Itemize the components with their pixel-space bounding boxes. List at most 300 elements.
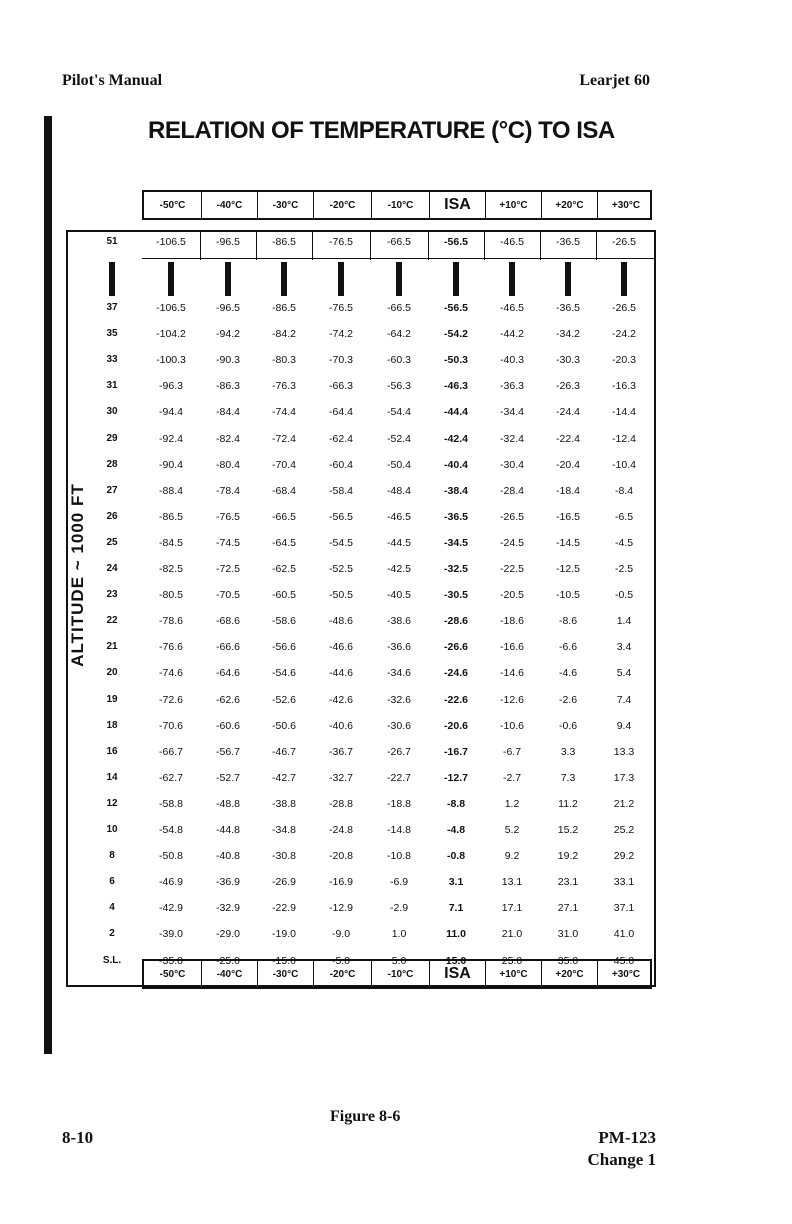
- table-cell: -36.5: [556, 236, 580, 248]
- table-cell: -42.6: [329, 694, 353, 706]
- altitude-label: 21: [106, 641, 118, 652]
- table-cell: -96.5: [216, 302, 240, 314]
- table-cell: -44.8: [216, 824, 240, 836]
- table-cell: -30.3: [556, 354, 580, 366]
- document-id: PM-123: [598, 1128, 656, 1147]
- altitude-label: 19: [106, 694, 118, 705]
- column-header: -20°C: [314, 961, 372, 987]
- table-cell: -16.5: [556, 511, 580, 523]
- table-cell: 7.1: [448, 902, 464, 914]
- table-cell: -26.9: [272, 876, 296, 888]
- table-cell: -26.6: [444, 641, 468, 653]
- table-cell: -66.5: [387, 236, 411, 248]
- table-cell: -64.2: [387, 328, 411, 340]
- table-cell: -20.8: [329, 850, 353, 862]
- altitude-label: 23: [106, 589, 118, 600]
- figure-caption: Figure 8-6: [330, 1108, 401, 1125]
- table-cell: -22.7: [387, 772, 411, 784]
- table-cell: -54.5: [329, 537, 353, 549]
- table-cell: -46.3: [444, 380, 468, 392]
- column-header: -50°C: [144, 961, 202, 987]
- continuation-bar: [396, 262, 402, 296]
- column-header: +20°C: [542, 192, 598, 218]
- altitude-label: 16: [106, 746, 118, 757]
- table-cell: 33.1: [613, 876, 635, 888]
- table-cell: -50.3: [444, 354, 468, 366]
- column-header: -30°C: [258, 192, 314, 218]
- table-cell: -32.9: [216, 902, 240, 914]
- table-cell: -2.6: [558, 694, 578, 706]
- table-cell: 31.0: [557, 928, 579, 940]
- column-header: -10°C: [372, 192, 430, 218]
- table-cell: -86.5: [159, 511, 183, 523]
- table-cell: -68.6: [216, 615, 240, 627]
- altitude-label: 14: [106, 772, 118, 783]
- table-cell: -25.0: [216, 955, 240, 967]
- table-cell: 19.2: [557, 850, 579, 862]
- column-header: -50°C: [144, 192, 202, 218]
- change-bar: [44, 116, 52, 1054]
- altitude-label: 51: [106, 236, 118, 247]
- column-header: +10°C: [486, 961, 542, 987]
- table-cell: -90.3: [216, 354, 240, 366]
- table-cell: -66.6: [216, 641, 240, 653]
- table-cell: -52.4: [387, 433, 411, 445]
- table-cell: 3.1: [448, 876, 464, 888]
- table-cell: -32.7: [329, 772, 353, 784]
- table-cell: -4.8: [446, 824, 466, 836]
- table-cell: 45.0: [613, 955, 635, 967]
- table-cell: -94.2: [216, 328, 240, 340]
- table-cell: 11.0: [446, 928, 466, 940]
- table-cell: -15.0: [272, 955, 296, 967]
- table-cell: -10.5: [556, 589, 580, 601]
- table-cell: -60.3: [387, 354, 411, 366]
- table-cell: -54.6: [272, 667, 296, 679]
- table-cell: -76.3: [272, 380, 296, 392]
- table-cell: -36.5: [556, 302, 580, 314]
- table-cell: 23.1: [557, 876, 579, 888]
- table-cell: -24.2: [612, 328, 636, 340]
- table-cell: -48.4: [387, 485, 411, 497]
- table-cell: -46.6: [329, 641, 353, 653]
- continuation-bar: [621, 262, 627, 296]
- table-cell: -80.3: [272, 354, 296, 366]
- change-number: Change 1: [587, 1150, 656, 1169]
- table-cell: 35.0: [557, 955, 579, 967]
- table-cell: -10.6: [500, 720, 524, 732]
- table-cell: -12.4: [612, 433, 636, 445]
- altitude-label: S.L.: [102, 955, 122, 966]
- table-cell: -44.4: [444, 406, 468, 418]
- table-cell: -26.5: [500, 511, 524, 523]
- altitude-label: 20: [106, 667, 118, 678]
- table-cell: -46.5: [500, 302, 524, 314]
- table-cell: -64.6: [216, 667, 240, 679]
- altitude-label: 24: [106, 563, 118, 574]
- table-cell: -34.4: [500, 406, 524, 418]
- page-title: RELATION OF TEMPERATURE (°C) TO ISA: [148, 117, 615, 144]
- column-header-top: [142, 190, 652, 220]
- table-cell: -6.5: [614, 511, 634, 523]
- column-header: -40°C: [202, 192, 258, 218]
- table-cell: -4.6: [558, 667, 578, 679]
- table-cell: 5.2: [504, 824, 520, 836]
- table-cell: -48.6: [329, 615, 353, 627]
- table-cell: -2.7: [502, 772, 522, 784]
- table-cell: -34.6: [387, 667, 411, 679]
- table-cell: -2.9: [389, 902, 409, 914]
- table-cell: -96.3: [159, 380, 183, 392]
- table-cell: -74.4: [272, 406, 296, 418]
- continuation-bar: [168, 262, 174, 296]
- table-cell: -30.8: [272, 850, 296, 862]
- table-cell: -2.5: [614, 563, 634, 575]
- altitude-label: 35: [106, 328, 118, 339]
- table-cell: -78.4: [216, 485, 240, 497]
- altitude-label: 30: [106, 406, 118, 417]
- table-cell: -39.0: [159, 928, 183, 940]
- table-cell: -72.6: [159, 694, 183, 706]
- table-cell: -70.3: [329, 354, 353, 366]
- table-cell: -76.5: [329, 236, 353, 248]
- table-cell: -56.5: [444, 236, 468, 248]
- table-cell: -46.9: [159, 876, 183, 888]
- table-cell: 37.1: [613, 902, 635, 914]
- table-cell: -18.6: [500, 615, 524, 627]
- table-cell: -22.6: [444, 694, 468, 706]
- table-cell: -58.4: [329, 485, 353, 497]
- table-cell: 3.4: [616, 641, 632, 653]
- table-cell: -8.6: [558, 615, 578, 627]
- table-cell: -42.5: [387, 563, 411, 575]
- table-cell: -62.6: [216, 694, 240, 706]
- table-cell: -40.8: [216, 850, 240, 862]
- table-cell: -100.3: [156, 354, 186, 366]
- table-cell: -66.7: [159, 746, 183, 758]
- column-header: -30°C: [258, 961, 314, 987]
- table-cell: -66.5: [272, 511, 296, 523]
- table-cell: -40.4: [444, 459, 468, 471]
- table-cell: -9.0: [331, 928, 351, 940]
- table-cell: -50.6: [272, 720, 296, 732]
- altitude-label: 10: [106, 824, 118, 835]
- table-cell: -4.5: [614, 537, 634, 549]
- table-cell: -46.5: [500, 236, 524, 248]
- table-cell: -74.5: [216, 537, 240, 549]
- table-cell: -48.8: [216, 798, 240, 810]
- table-cell: -62.5: [272, 563, 296, 575]
- table-cell: -44.5: [387, 537, 411, 549]
- table-cell: 5.4: [616, 667, 632, 679]
- table-cell: -44.2: [500, 328, 524, 340]
- table-cell: 41.0: [613, 928, 635, 940]
- altitude-label: 18: [106, 720, 118, 731]
- table-cell: -46.5: [387, 511, 411, 523]
- table-cell: -60.4: [329, 459, 353, 471]
- table-cell: 21.2: [613, 798, 635, 810]
- table-cell: -68.4: [272, 485, 296, 497]
- table-cell: 1.4: [616, 615, 632, 627]
- table-cell: 25.2: [613, 824, 635, 836]
- table-cell: -56.5: [444, 302, 468, 314]
- table-cell: -22.9: [272, 902, 296, 914]
- table-cell: 27.1: [557, 902, 579, 914]
- table-cell: -62.4: [329, 433, 353, 445]
- table-cell: -26.5: [612, 236, 636, 248]
- table-cell: -104.2: [156, 328, 186, 340]
- table-cell: -72.5: [216, 563, 240, 575]
- table-cell: -10.8: [387, 850, 411, 862]
- table-cell: -74.6: [159, 667, 183, 679]
- table-cell: -42.7: [272, 772, 296, 784]
- table-cell: -40.3: [500, 354, 524, 366]
- table-cell: -90.4: [159, 459, 183, 471]
- table-cell: -36.7: [329, 746, 353, 758]
- table-cell: -96.5: [216, 236, 240, 248]
- table-cell: -10.4: [612, 459, 636, 471]
- table-cell: -52.5: [329, 563, 353, 575]
- altitude-label: 28: [106, 459, 118, 470]
- table-cell: -60.5: [272, 589, 296, 601]
- table-cell: -54.4: [387, 406, 411, 418]
- table-cell: -8.8: [446, 798, 466, 810]
- table-cell: -56.5: [329, 511, 353, 523]
- table-cell: -56.3: [387, 380, 411, 392]
- altitude-label: 27: [106, 485, 118, 496]
- table-cell: -30.4: [500, 459, 524, 471]
- page-number: 8-10: [62, 1128, 94, 1147]
- table-cell: -34.8: [272, 824, 296, 836]
- column-header: -20°C: [314, 192, 372, 218]
- continuation-bar: [281, 262, 287, 296]
- table-cell: -6.9: [389, 876, 409, 888]
- table-cell: -60.6: [216, 720, 240, 732]
- table-cell: -52.7: [216, 772, 240, 784]
- table-cell: -80.4: [216, 459, 240, 471]
- table-cell: -50.5: [329, 589, 353, 601]
- table-cell: -50.4: [387, 459, 411, 471]
- table-cell: 9.4: [616, 720, 632, 732]
- table-cell: -106.5: [156, 236, 186, 248]
- table-cell: -42.4: [444, 433, 468, 445]
- table-cell: -40.5: [387, 589, 411, 601]
- continuation-bar: [338, 262, 344, 296]
- table-cell: -20.5: [500, 589, 524, 601]
- table-cell: -16.9: [329, 876, 353, 888]
- table-cell: -12.6: [500, 694, 524, 706]
- table-cell: -20.6: [444, 720, 468, 732]
- table-cell: -76.5: [216, 511, 240, 523]
- table-cell: 17.1: [501, 902, 523, 914]
- table-cell: -30.5: [444, 589, 468, 601]
- table-cell: -24.8: [329, 824, 353, 836]
- table-cell: -54.8: [159, 824, 183, 836]
- table-cell: -64.5: [272, 537, 296, 549]
- table-cell: -38.8: [272, 798, 296, 810]
- table-cell: -64.4: [329, 406, 353, 418]
- table-cell: -30.6: [387, 720, 411, 732]
- altitude-label: 4: [109, 902, 115, 913]
- table-cell: -32.5: [444, 563, 468, 575]
- table-cell: -84.4: [216, 406, 240, 418]
- table-cell: -20.3: [612, 354, 636, 366]
- table-cell: -86.5: [272, 236, 296, 248]
- table-cell: -36.9: [216, 876, 240, 888]
- table-cell: 1.0: [391, 928, 407, 940]
- table-cell: -46.7: [272, 746, 296, 758]
- table-cell: -38.6: [387, 615, 411, 627]
- table-cell: -70.6: [159, 720, 183, 732]
- table-cell: -18.4: [556, 485, 580, 497]
- table-cell: 13.3: [613, 746, 635, 758]
- table-cell: -0.5: [614, 589, 634, 601]
- table-cell: -5.0: [331, 955, 351, 967]
- table-cell: -32.6: [387, 694, 411, 706]
- running-header-right: Learjet 60: [579, 72, 650, 89]
- table-cell: -14.4: [612, 406, 636, 418]
- table-cell: -62.7: [159, 772, 183, 784]
- table-cell: -44.6: [329, 667, 353, 679]
- altitude-label: 26: [106, 511, 118, 522]
- table-cell: -24.5: [500, 537, 524, 549]
- table-cell: -52.6: [272, 694, 296, 706]
- table-cell: -26.5: [612, 302, 636, 314]
- table-cell: -70.4: [272, 459, 296, 471]
- column-header: -10°C: [372, 961, 430, 987]
- table-cell: -74.2: [329, 328, 353, 340]
- column-header: +30°C: [611, 199, 641, 211]
- altitude-label: 2: [109, 928, 115, 939]
- table-cell: 3.3: [560, 746, 576, 758]
- altitude-label: 12: [106, 798, 118, 809]
- table-cell: -14.5: [556, 537, 580, 549]
- table-cell: -56.7: [216, 746, 240, 758]
- table-cell: -16.7: [444, 746, 468, 758]
- table-cell: 7.3: [560, 772, 576, 784]
- table-cell: -40.6: [329, 720, 353, 732]
- table-cell: -26.7: [387, 746, 411, 758]
- table-cell: 15.2: [557, 824, 579, 836]
- table-cell: 17.3: [613, 772, 635, 784]
- table-cell: -24.6: [444, 667, 468, 679]
- table-cell: -35.0: [159, 955, 183, 967]
- table-cell: 13.1: [501, 876, 523, 888]
- table-cell: -76.5: [329, 302, 353, 314]
- table-cell: -12.5: [556, 563, 580, 575]
- table-cell: -94.4: [159, 406, 183, 418]
- table-cell: -76.6: [159, 641, 183, 653]
- continuation-bar: [453, 262, 459, 296]
- continuation-bar: [109, 262, 115, 296]
- table-cell: -18.8: [387, 798, 411, 810]
- table-cell: -0.8: [446, 850, 466, 862]
- table-cell: -106.5: [156, 302, 186, 314]
- table-cell: -38.4: [444, 485, 468, 497]
- table-cell: -36.5: [444, 511, 468, 523]
- table-cell: -86.5: [272, 302, 296, 314]
- table-cell: 15.0: [445, 955, 467, 967]
- column-header: +20°C: [542, 961, 598, 987]
- table-cell: -84.5: [159, 537, 183, 549]
- altitude-label: 22: [106, 615, 118, 626]
- table-cell: -12.7: [444, 772, 468, 784]
- table-cell: -86.3: [216, 380, 240, 392]
- altitude-label: 29: [106, 433, 118, 444]
- column-header: -40°C: [202, 961, 258, 987]
- table-cell: -32.4: [500, 433, 524, 445]
- table-cell: -36.6: [387, 641, 411, 653]
- altitude-axis-text: ALTITUDE ~ 1000 FT: [68, 483, 87, 667]
- table-cell: -6.6: [558, 641, 578, 653]
- altitude-label: 31: [106, 380, 118, 391]
- altitude-label: 37: [106, 302, 118, 313]
- table-cell: 5.0: [391, 955, 407, 967]
- table-cell: -29.0: [216, 928, 240, 940]
- table-cell: -70.5: [216, 589, 240, 601]
- running-header-left: Pilot's Manual: [62, 72, 163, 89]
- altitude-label: 25: [106, 537, 118, 548]
- table-cell: -22.4: [556, 433, 580, 445]
- table-cell: -16.6: [500, 641, 524, 653]
- table-cell: -28.8: [329, 798, 353, 810]
- table-cell: -82.5: [159, 563, 183, 575]
- altitude-label: 6: [109, 876, 115, 887]
- table-cell: 25.0: [501, 955, 523, 967]
- table-cell: -24.4: [556, 406, 580, 418]
- table-cell: 7.4: [616, 694, 632, 706]
- table-cell: -72.4: [272, 433, 296, 445]
- column-header: +10°C: [486, 192, 542, 218]
- table-cell: -84.2: [272, 328, 296, 340]
- altitude-label: 8: [109, 850, 115, 861]
- column-header: ISA: [430, 961, 486, 987]
- table-cell: -22.5: [500, 563, 524, 575]
- table-cell: 1.2: [504, 798, 520, 810]
- continuation-bar: [565, 262, 571, 296]
- table-cell: 21.0: [501, 928, 523, 940]
- altitude-label: 33: [106, 354, 118, 365]
- table-cell: -78.6: [159, 615, 183, 627]
- table-cell: 29.2: [613, 850, 635, 862]
- table-cell: -14.6: [500, 667, 524, 679]
- table-cell: -14.8: [387, 824, 411, 836]
- table-cell: -54.2: [444, 328, 468, 340]
- column-header: +30°C: [611, 968, 641, 980]
- table-cell: -8.4: [614, 485, 634, 497]
- table-cell: -58.6: [272, 615, 296, 627]
- column-header: ISA: [430, 192, 486, 218]
- table-cell: -16.3: [612, 380, 636, 392]
- table-cell: -56.6: [272, 641, 296, 653]
- continuation-bar: [225, 262, 231, 296]
- table-cell: -19.0: [272, 928, 296, 940]
- table-cell: -42.9: [159, 902, 183, 914]
- table-cell: -6.7: [502, 746, 522, 758]
- table-cell: -66.5: [387, 302, 411, 314]
- continuation-bar: [509, 262, 515, 296]
- table-cell: -26.3: [556, 380, 580, 392]
- table-cell: -28.4: [500, 485, 524, 497]
- table-cell: -12.9: [329, 902, 353, 914]
- table-cell: -20.4: [556, 459, 580, 471]
- table-cell: -82.4: [216, 433, 240, 445]
- table-cell: -92.4: [159, 433, 183, 445]
- table-cell: -80.5: [159, 589, 183, 601]
- table-cell: -88.4: [159, 485, 183, 497]
- table-cell: 9.2: [504, 850, 520, 862]
- table-cell: -50.8: [159, 850, 183, 862]
